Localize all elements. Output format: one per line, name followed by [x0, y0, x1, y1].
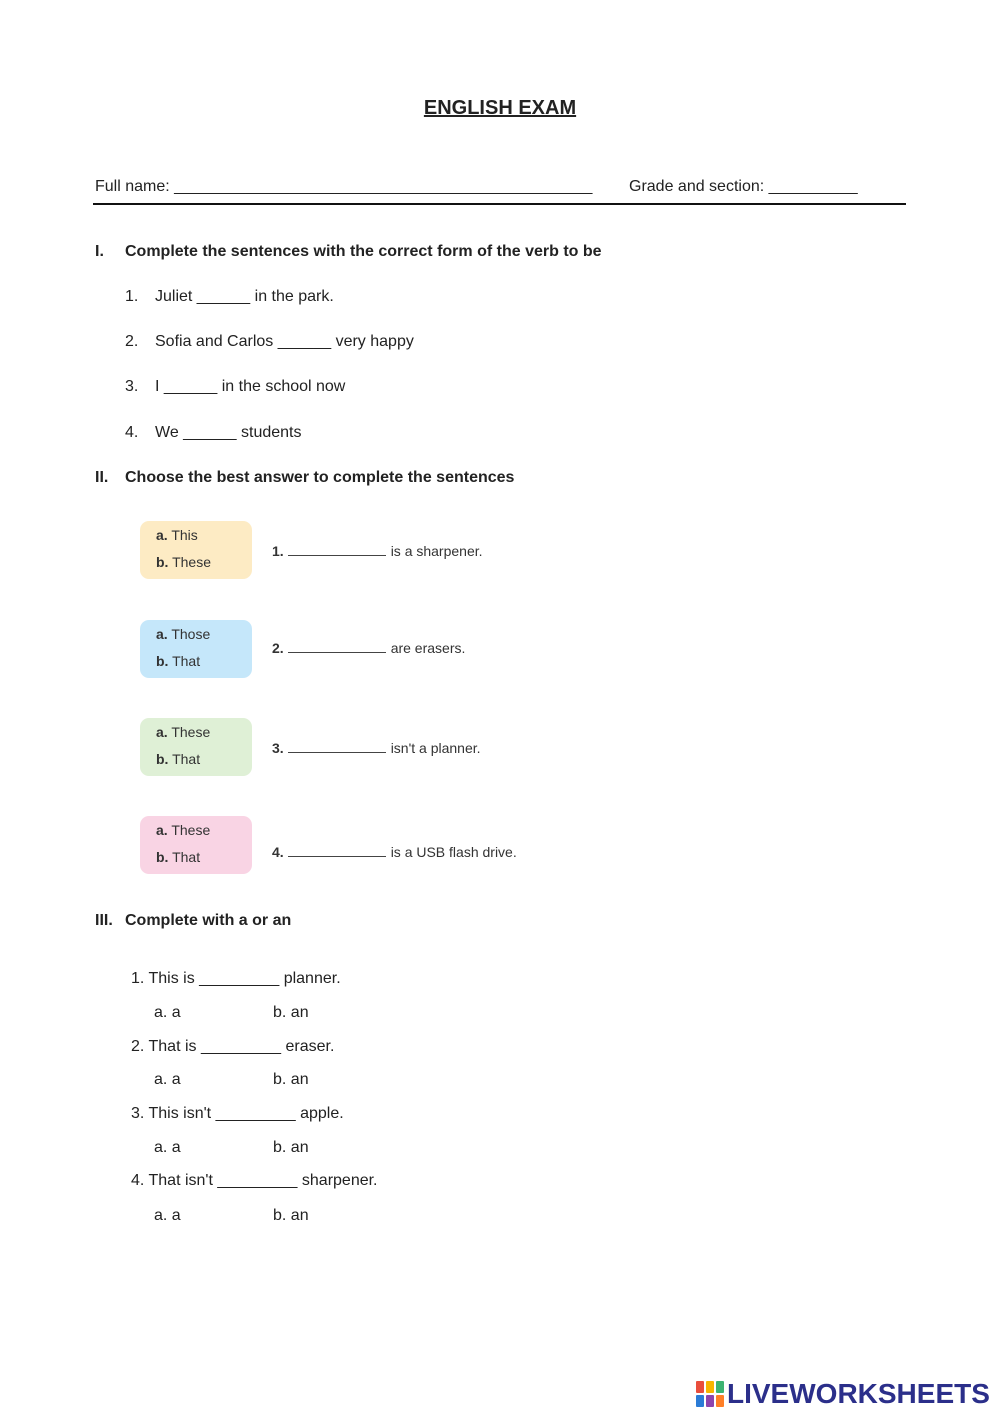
question-text: are erasers.	[390, 640, 466, 656]
answer-option-a[interactable]: a. a	[154, 1004, 181, 1021]
article-question[interactable]: 3. This isn't _________ apple.	[131, 1105, 344, 1122]
answer-option-a[interactable]: a. a	[154, 1207, 181, 1224]
answer-option-b[interactable]: b. an	[273, 1071, 309, 1088]
section-1-item[interactable]	[125, 333, 414, 351]
answer-blank[interactable]	[288, 844, 386, 857]
option-a[interactable]: a. These	[156, 822, 211, 838]
item-text: We ______ students	[155, 424, 302, 441]
answer-blank[interactable]	[288, 640, 386, 653]
logo-text: LIVEWORKSHEETS	[727, 1378, 990, 1409]
section-2-title: Choose the best answer to complete the sentences	[125, 469, 515, 486]
item-number: 2.	[125, 333, 139, 350]
header-divider	[93, 203, 906, 205]
choice-question	[272, 640, 465, 656]
option-box[interactable]	[140, 718, 252, 776]
item-text: Juliet ______ in the park.	[155, 288, 334, 305]
item-text: Sofia and Carlos ______ very happy	[155, 333, 414, 350]
section-3-number: III.	[95, 912, 113, 929]
option-a[interactable]: a. These	[156, 724, 211, 740]
option-b[interactable]: b. That	[156, 751, 201, 767]
section-3-title: Complete with a or an	[125, 912, 292, 929]
answer-option-a[interactable]: a. a	[154, 1139, 181, 1156]
question-text: is a sharpener.	[390, 543, 483, 559]
answer-blank[interactable]	[288, 740, 386, 753]
option-box[interactable]	[140, 816, 252, 874]
option-b[interactable]: b. That	[156, 849, 201, 865]
item-number: 3.	[125, 378, 139, 395]
section-2-number: II.	[95, 469, 109, 486]
logo-tile	[716, 1381, 724, 1393]
answer-option-a[interactable]: a. a	[154, 1071, 181, 1088]
question-number: 3.	[272, 740, 284, 756]
option-b[interactable]: b. These	[156, 554, 212, 570]
section-1-heading	[95, 243, 602, 261]
full-name-field[interactable]: Full name: _______________________________________________	[95, 178, 593, 195]
answer-blank[interactable]	[288, 543, 386, 556]
option-b[interactable]: b. That	[156, 653, 201, 669]
choice-question	[272, 844, 517, 860]
section-1-number: I.	[95, 243, 104, 260]
answer-option-b[interactable]: b. an	[273, 1207, 309, 1224]
item-number: 4.	[125, 424, 139, 441]
section-1-item[interactable]	[125, 424, 301, 442]
item-number: 1.	[125, 288, 139, 305]
question-number: 4.	[272, 844, 284, 860]
option-box[interactable]	[140, 521, 252, 579]
logo-tile	[706, 1381, 714, 1393]
question-text: isn't a planner.	[390, 740, 481, 756]
logo-tile	[696, 1381, 704, 1393]
logo-grid-icon	[696, 1381, 724, 1407]
option-a[interactable]: a. Those	[156, 626, 211, 642]
section-1-item[interactable]	[125, 378, 345, 396]
logo-tile	[716, 1395, 724, 1407]
answer-option-b[interactable]: b. an	[273, 1004, 309, 1021]
section-1-item[interactable]	[125, 288, 334, 306]
grade-section-field[interactable]: Grade and section: __________	[629, 178, 858, 195]
section-2-heading	[95, 469, 514, 487]
section-3-heading	[95, 912, 291, 930]
article-question[interactable]: 1. This is _________ planner.	[131, 970, 341, 987]
logo-tile	[696, 1395, 704, 1407]
logo-tile	[706, 1395, 714, 1407]
question-text: is a USB flash drive.	[390, 844, 517, 860]
article-question[interactable]: 2. That is _________ eraser.	[131, 1038, 335, 1055]
answer-option-b[interactable]: b. an	[273, 1139, 309, 1156]
section-1-title: Complete the sentences with the correct form of the verb to be	[125, 243, 602, 260]
article-question[interactable]: 4. That isn't _________ sharpener.	[131, 1172, 378, 1189]
choice-question	[272, 740, 481, 756]
option-box[interactable]	[140, 620, 252, 678]
item-text: I ______ in the school now	[155, 378, 346, 395]
liveworksheets-logo	[696, 1378, 990, 1410]
choice-question	[272, 543, 483, 559]
option-a[interactable]: a. This	[156, 527, 198, 543]
page-title: ENGLISH EXAM	[423, 97, 577, 119]
question-number: 2.	[272, 640, 284, 656]
question-number: 1.	[272, 543, 284, 559]
